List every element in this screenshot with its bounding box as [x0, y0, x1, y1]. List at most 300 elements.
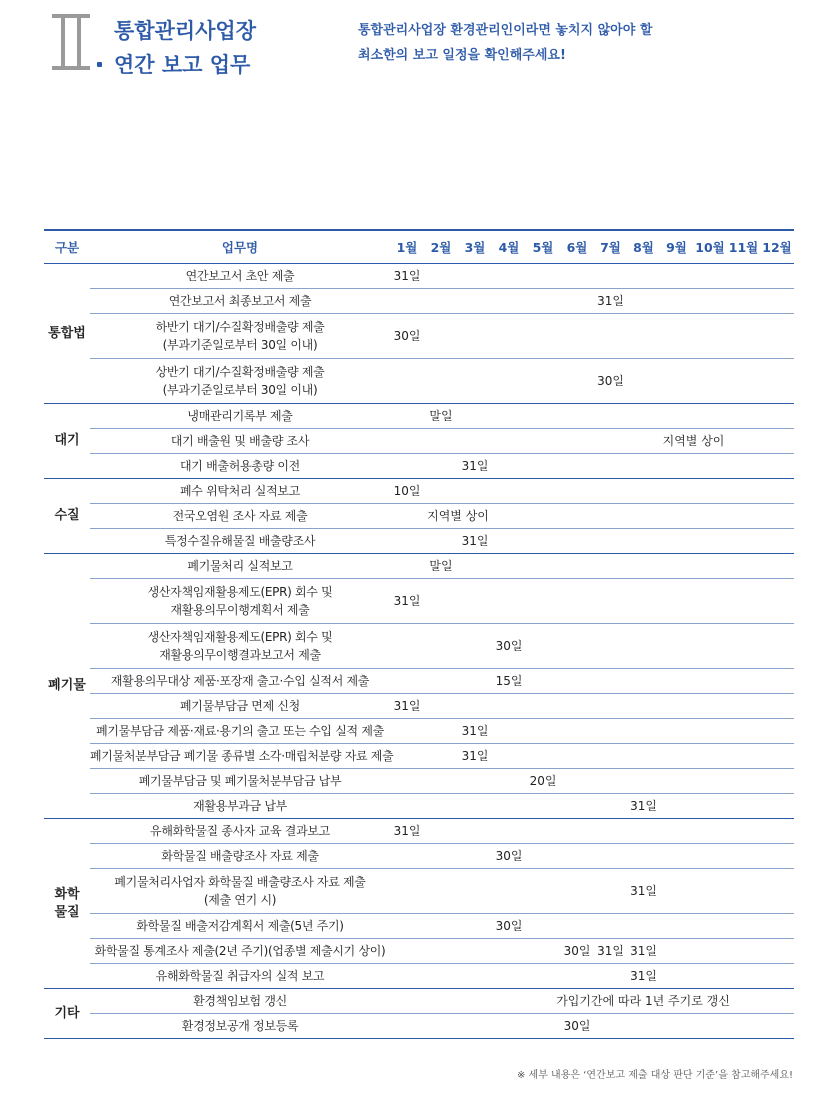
month-cell-1: [390, 939, 424, 964]
deadline-cell-month-1: 31일: [390, 579, 424, 624]
deadline-cell-month-1: 31일: [390, 819, 424, 844]
month-cell-12: [760, 554, 794, 579]
month-cell-11: [727, 454, 760, 479]
table-row: [44, 844, 794, 869]
month-cell-8: [627, 359, 660, 404]
month-cell-2: [424, 454, 458, 479]
month-cell-12: [760, 719, 794, 744]
table-row: [44, 404, 794, 429]
month-cell-6: [560, 554, 594, 579]
month-cell-4: [492, 744, 526, 769]
table-row: [44, 914, 794, 939]
schedule-note-cell: 지역별 상이: [424, 504, 492, 529]
month-cell-5: [526, 914, 560, 939]
month-cell-9: [660, 554, 693, 579]
month-cell-6: [560, 359, 594, 404]
month-cell-10: [693, 964, 727, 989]
month-cell-7: [594, 794, 627, 819]
month-cell-1: [390, 289, 424, 314]
table-row: [44, 769, 794, 794]
month-cell-10: [693, 769, 727, 794]
month-cell-5: [526, 869, 560, 914]
header-month-5: 5월: [526, 230, 560, 264]
table-row: [44, 744, 794, 769]
month-cell-5: [526, 844, 560, 869]
deadline-cell-month-4: 30일: [492, 914, 526, 939]
task-name-cell: [90, 914, 390, 939]
deadline-cell-month-4: 30일: [492, 624, 526, 669]
task-name-line: 폐기물처분부담금 폐기물 종류별 소각·매립처분량 자료 제출: [90, 749, 394, 763]
month-cell-5: [526, 554, 560, 579]
month-cell-5: [526, 359, 560, 404]
month-cell-2: [424, 794, 458, 819]
table-row: [44, 454, 794, 479]
header-month-9: 9월: [660, 230, 693, 264]
month-cell-2: [424, 844, 458, 869]
month-cell-10: [693, 844, 727, 869]
task-name-cell: [90, 504, 390, 529]
deadline-cell-month-5: 20일: [526, 769, 560, 794]
task-name-cell: [90, 624, 390, 669]
month-cell-5: [526, 719, 560, 744]
section-title-line1: 통합관리사업장: [114, 19, 257, 43]
schedule-note-cell: 지역별 상이: [660, 429, 727, 454]
month-cell-2: [424, 939, 458, 964]
task-name-line: 연간보고서 초안 제출: [185, 269, 295, 283]
month-cell-10: [693, 454, 727, 479]
task-name-cell: [90, 554, 390, 579]
month-cell-7: [594, 454, 627, 479]
month-cell-11: [727, 669, 760, 694]
month-cell-6: [560, 479, 594, 504]
month-cell-7: [594, 1014, 627, 1039]
deadline-cell-month-4: 30일: [492, 844, 526, 869]
month-cell-12: [760, 579, 794, 624]
month-cell-1: [390, 1014, 424, 1039]
month-cell-7: [594, 624, 627, 669]
month-cell-2: [424, 289, 458, 314]
month-cell-2: [424, 719, 458, 744]
task-name-line: 환경정보공개 정보등록: [181, 1019, 299, 1033]
month-cell-7: [594, 769, 627, 794]
month-cell-8: [627, 819, 660, 844]
month-cell-7: [594, 744, 627, 769]
month-cell-6: [560, 669, 594, 694]
task-name-line: 냉매관리기록부 제출: [187, 409, 293, 423]
month-cell-8: [627, 404, 660, 429]
month-cell-11: [727, 579, 760, 624]
month-cell-8: [627, 504, 660, 529]
month-cell-4: [492, 1014, 526, 1039]
month-cell-9: [660, 794, 693, 819]
task-name-cell: [90, 529, 390, 554]
month-cell-11: [727, 359, 760, 404]
month-cell-11: [727, 694, 760, 719]
month-cell-10: [693, 694, 727, 719]
month-cell-3: [458, 404, 492, 429]
roman-numeral-two: [52, 14, 90, 70]
month-cell-2: [424, 264, 458, 289]
month-cell-9: [660, 819, 693, 844]
month-cell-9: [660, 624, 693, 669]
month-cell-11: [727, 744, 760, 769]
table-row: [44, 939, 794, 964]
month-cell-1: [390, 504, 424, 529]
task-name-cell: [90, 869, 390, 914]
header-month-12: 12월: [760, 230, 794, 264]
header-month-7: 7월: [594, 230, 627, 264]
task-name-line: 폐기물부담금 제품·재료·용기의 출고 또는 수입 실적 제출: [96, 724, 384, 738]
month-cell-9: [660, 844, 693, 869]
month-cell-2: [424, 429, 458, 454]
task-name-cell: [90, 939, 390, 964]
month-cell-2: [424, 579, 458, 624]
month-cell-6: [560, 914, 594, 939]
month-cell-12: [760, 1014, 794, 1039]
month-cell-2: [424, 624, 458, 669]
month-cell-6: [560, 744, 594, 769]
month-cell-11: [727, 529, 760, 554]
month-cell-12: [760, 359, 794, 404]
task-name-line: 폐기물처리 실적보고: [187, 559, 293, 573]
deadline-cell-month-8: 31일: [627, 964, 660, 989]
deadline-cell-month-1: 10일: [390, 479, 424, 504]
month-cell-6: [560, 429, 594, 454]
footnote: ※ 세부 내용은 ‘연간보고 제출 대상 판단 기준’을 참고해주세요!: [516, 1070, 793, 1081]
month-cell-4: [492, 769, 526, 794]
month-cell-4: [492, 579, 526, 624]
table-row: [44, 964, 794, 989]
month-cell-12: [760, 404, 794, 429]
task-name-line: 화학물질 배출저감계획서 제출(5년 주기): [136, 919, 344, 933]
month-cell-4: [492, 289, 526, 314]
month-cell-12: [760, 869, 794, 914]
deadline-cell-month-4: 15일: [492, 669, 526, 694]
task-name-cell: [90, 429, 390, 454]
task-name-cell: [90, 819, 390, 844]
month-cell-8: [627, 429, 660, 454]
header-category: 구분: [44, 230, 90, 264]
month-cell-12: [760, 744, 794, 769]
month-cell-3: [458, 289, 492, 314]
category-label-line: 화학: [54, 886, 80, 902]
task-name-cell: [90, 404, 390, 429]
month-cell-7: [594, 579, 627, 624]
month-cell-9: [660, 914, 693, 939]
month-cell-9: [660, 939, 693, 964]
month-cell-5: [526, 624, 560, 669]
month-cell-1: [390, 554, 424, 579]
month-cell-2: [424, 769, 458, 794]
month-cell-10: [693, 529, 727, 554]
month-cell-11: [727, 264, 760, 289]
month-cell-8: [627, 314, 660, 359]
task-name-line: 폐기물부담금 면제 신청: [180, 699, 300, 713]
table-row: [44, 359, 794, 404]
task-name-cell: [90, 769, 390, 794]
header-month-3: 3월: [458, 230, 492, 264]
category-cell: 폐기물: [44, 554, 90, 819]
month-cell-1: [390, 769, 424, 794]
month-cell-8: [627, 554, 660, 579]
month-cell-12: [760, 529, 794, 554]
month-cell-3: [458, 429, 492, 454]
month-cell-1: [390, 404, 424, 429]
task-name-line: 생산자책임재활용제도(EPR) 회수 및: [147, 630, 333, 644]
month-cell-1: [390, 914, 424, 939]
month-cell-4: [492, 719, 526, 744]
month-cell-1: [390, 454, 424, 479]
task-name-line: 상반기 대기/수질확정배출량 제출: [155, 365, 325, 379]
month-cell-12: [760, 504, 794, 529]
month-cell-10: [693, 794, 727, 819]
month-cell-2: [424, 869, 458, 914]
month-cell-2: [424, 1014, 458, 1039]
month-cell-6: [560, 719, 594, 744]
month-cell-5: [526, 819, 560, 844]
section-description-line2: 최소한의 보고 일정을 확인해주세요!: [358, 48, 566, 63]
month-cell-8: [627, 769, 660, 794]
month-cell-8: [627, 719, 660, 744]
task-name-cell: [90, 719, 390, 744]
table-row: [44, 429, 794, 454]
month-cell-5: [526, 479, 560, 504]
month-cell-9: [660, 479, 693, 504]
table-row: [44, 314, 794, 359]
month-cell-2: [424, 964, 458, 989]
month-cell-11: [727, 719, 760, 744]
month-cell-5: [526, 794, 560, 819]
month-cell-11: [727, 939, 760, 964]
month-cell-6: [560, 404, 594, 429]
month-cell-3: [458, 869, 492, 914]
month-cell-4: [492, 869, 526, 914]
month-cell-11: [727, 404, 760, 429]
month-cell-5: [526, 964, 560, 989]
month-cell-10: [693, 624, 727, 669]
month-cell-8: [627, 454, 660, 479]
task-name-line: 유해화학물질 취급자의 실적 보고: [155, 969, 325, 983]
month-cell-4: [492, 429, 526, 454]
task-name-line: 화학물질 통계조사 제출(2년 주기)(업종별 제출시기 상이): [94, 944, 386, 958]
month-cell-8: [627, 914, 660, 939]
header-month-2: 2월: [424, 230, 458, 264]
header-month-10: 10월: [693, 230, 727, 264]
task-name-line: 폐기물처리사업자 화학물질 배출량조사 자료 제출: [114, 875, 366, 889]
table-row: [44, 479, 794, 504]
month-cell-5: [526, 939, 560, 964]
month-cell-11: [727, 964, 760, 989]
task-name-cell: [90, 454, 390, 479]
month-cell-9: [660, 669, 693, 694]
month-cell-5: [526, 289, 560, 314]
month-cell-4: [492, 404, 526, 429]
month-cell-12: [760, 314, 794, 359]
month-cell-7: [594, 554, 627, 579]
task-name-line: 하반기 대기/수질확정배출량 제출: [155, 320, 325, 334]
month-cell-1: [390, 669, 424, 694]
month-cell-9: [660, 869, 693, 914]
month-cell-1: [390, 844, 424, 869]
month-cell-10: [693, 914, 727, 939]
month-cell-11: [727, 504, 760, 529]
header-month-4: 4월: [492, 230, 526, 264]
table-row: [44, 554, 794, 579]
task-name-cell: [90, 989, 390, 1014]
month-cell-11: [727, 1014, 760, 1039]
month-cell-10: [693, 579, 727, 624]
month-cell-11: [727, 819, 760, 844]
table-row: [44, 264, 794, 289]
month-cell-6: [560, 504, 594, 529]
month-cell-5: [526, 744, 560, 769]
month-cell-6: [560, 844, 594, 869]
table-row: [44, 719, 794, 744]
month-cell-12: [760, 844, 794, 869]
month-cell-8: [627, 579, 660, 624]
month-cell-7: [594, 504, 627, 529]
section-description: [358, 18, 652, 68]
month-cell-10: [693, 939, 727, 964]
month-cell-12: [760, 819, 794, 844]
month-cell-7: [594, 869, 627, 914]
month-cell-6: [560, 769, 594, 794]
task-name-cell: [90, 1014, 390, 1039]
header-month-11: 11월: [727, 230, 760, 264]
month-cell-12: [760, 964, 794, 989]
month-cell-3: [458, 989, 492, 1014]
deadline-cell-month-7: 31일: [594, 289, 627, 314]
month-cell-2: [424, 529, 458, 554]
category-cell: 기타: [44, 989, 90, 1039]
month-cell-4: [492, 504, 526, 529]
task-name-cell: [90, 669, 390, 694]
task-name-line: 특정수질유해물질 배출량조사: [164, 534, 316, 548]
category-cell: 대기: [44, 404, 90, 479]
month-cell-11: [727, 769, 760, 794]
annual-report-schedule-table: [44, 229, 794, 1039]
month-cell-3: [458, 819, 492, 844]
deadline-cell-month-1: 31일: [390, 694, 424, 719]
month-cell-8: [627, 744, 660, 769]
task-name-cell: [90, 844, 390, 869]
month-cell-1: [390, 624, 424, 669]
header-month-1: 1월: [390, 230, 424, 264]
month-cell-7: [594, 404, 627, 429]
month-cell-12: [760, 624, 794, 669]
month-cell-11: [727, 624, 760, 669]
task-name-line: 전국오염원 조사 자료 제출: [172, 509, 308, 523]
month-cell-3: [458, 914, 492, 939]
month-cell-3: [458, 694, 492, 719]
task-name-cell: [90, 359, 390, 404]
task-name-line: 화학물질 배출량조사 자료 제출: [161, 849, 319, 863]
month-cell-8: [627, 844, 660, 869]
month-cell-12: [760, 289, 794, 314]
deadline-cell-month-3: 31일: [458, 529, 492, 554]
task-name-line: (제출 연기 시): [203, 893, 277, 907]
month-cell-3: [458, 939, 492, 964]
month-cell-6: [560, 869, 594, 914]
task-name-line: 재활용의무이행결과보고서 제출: [159, 648, 321, 662]
month-cell-4: [492, 454, 526, 479]
deadline-cell-month-1: 30일: [390, 314, 424, 359]
month-cell-6: [560, 264, 594, 289]
month-cell-3: [458, 554, 492, 579]
month-cell-10: [693, 744, 727, 769]
month-cell-7: [594, 529, 627, 554]
month-cell-6: [560, 314, 594, 359]
month-cell-12: [760, 769, 794, 794]
month-cell-1: [390, 529, 424, 554]
category-cell: [44, 819, 90, 989]
month-cell-6: [560, 579, 594, 624]
month-cell-7: [594, 694, 627, 719]
month-cell-10: [693, 359, 727, 404]
month-cell-5: [526, 694, 560, 719]
month-cell-10: [693, 1014, 727, 1039]
month-cell-6: [560, 964, 594, 989]
month-cell-7: [594, 844, 627, 869]
task-name-cell: [90, 289, 390, 314]
month-cell-9: [660, 504, 693, 529]
task-name-cell: [90, 479, 390, 504]
month-cell-10: [693, 819, 727, 844]
table-row: [44, 504, 794, 529]
month-cell-8: [627, 264, 660, 289]
month-cell-5: [526, 669, 560, 694]
month-cell-10: [693, 264, 727, 289]
month-cell-11: [727, 914, 760, 939]
deadline-cell-month-6: 30일: [560, 939, 594, 964]
month-cell-3: [458, 964, 492, 989]
month-cell-5: [526, 264, 560, 289]
month-cell-3: [458, 579, 492, 624]
task-name-cell: [90, 579, 390, 624]
month-cell-12: [760, 939, 794, 964]
month-cell-2: [424, 669, 458, 694]
month-cell-12: [760, 479, 794, 504]
month-cell-7: [594, 819, 627, 844]
task-name-cell: [90, 694, 390, 719]
month-cell-1: [390, 964, 424, 989]
month-cell-11: [727, 289, 760, 314]
month-cell-6: [560, 624, 594, 669]
deadline-cell-month-2: 말일: [424, 554, 458, 579]
deadline-cell-month-8: 31일: [627, 869, 660, 914]
month-cell-4: [492, 264, 526, 289]
task-name-line: 유해화학물질 종사자 교육 결과보고: [150, 824, 330, 838]
month-cell-10: [693, 869, 727, 914]
month-cell-11: [727, 479, 760, 504]
month-cell-10: [693, 504, 727, 529]
section-header: [0, 0, 821, 110]
month-cell-5: [526, 314, 560, 359]
month-cell-1: [390, 989, 424, 1014]
month-cell-7: [594, 719, 627, 744]
month-cell-9: [660, 769, 693, 794]
month-cell-6: [560, 454, 594, 479]
month-cell-9: [660, 404, 693, 429]
month-cell-7: [594, 314, 627, 359]
deadline-cell-month-1: 31일: [390, 264, 424, 289]
month-cell-3: [458, 769, 492, 794]
deadline-cell-month-8: 31일: [627, 939, 660, 964]
month-cell-5: [526, 504, 560, 529]
month-cell-8: [627, 479, 660, 504]
month-cell-7: [594, 669, 627, 694]
month-cell-12: [760, 264, 794, 289]
